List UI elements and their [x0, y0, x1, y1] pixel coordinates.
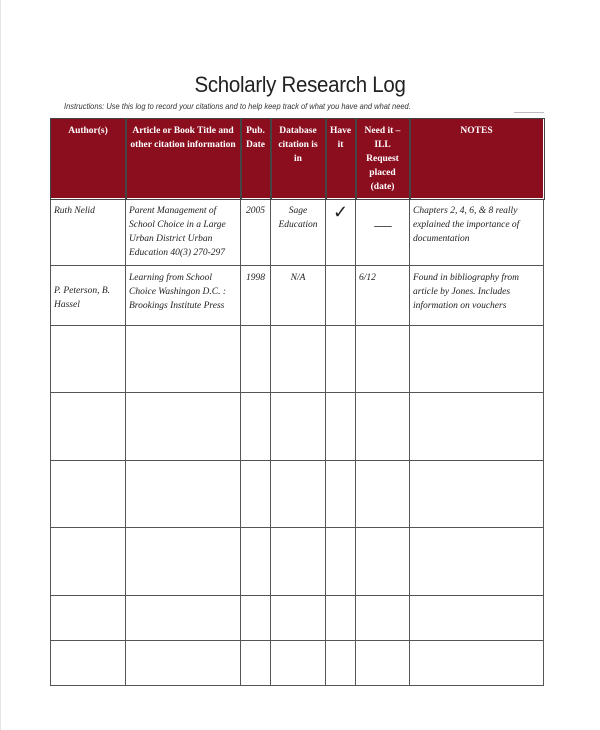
- header-notes: NOTES: [410, 119, 544, 199]
- cell-title-citation: Parent Management of School Choice in a Large Urban District Urban Education 40(3) 270-297: [126, 199, 241, 266]
- header-authors: Author(s): [51, 119, 126, 199]
- cell-pub-date: 1998: [241, 266, 271, 326]
- empty-cell: [271, 326, 326, 393]
- page-edge: [0, 0, 1, 730]
- empty-cell: [356, 393, 410, 461]
- empty-cell: [356, 596, 410, 641]
- empty-row: [51, 596, 544, 641]
- header-need-it: Need it – ILL Request placed (date): [356, 119, 410, 199]
- empty-cell: [51, 326, 126, 393]
- empty-cell: [241, 461, 271, 528]
- empty-cell: [326, 461, 356, 528]
- empty-cell: [271, 461, 326, 528]
- empty-row: [51, 528, 544, 596]
- empty-cell: [356, 641, 410, 686]
- cell-have-it: [326, 266, 356, 326]
- empty-cell: [241, 528, 271, 596]
- cell-notes: Found in bibliography from article by Jones. Includes information on vouchers: [410, 266, 544, 326]
- empty-cell: [410, 393, 544, 461]
- empty-cell: [51, 596, 126, 641]
- instructions-text: Instructions: Use this log to record your citations and to help keep track of what you have and what need.: [64, 101, 411, 111]
- empty-cell: [410, 461, 544, 528]
- cell-notes: Chapters 2, 4, 6, & 8 really explained the importance of documentation: [410, 199, 544, 266]
- empty-cell: [271, 528, 326, 596]
- cell-need-it: 6/12: [356, 266, 410, 326]
- empty-cell: [410, 641, 544, 686]
- cell-title-citation: Learning from School Choice Washingon D.C. : Brookings Institute Press: [126, 266, 241, 326]
- cell-author: P. Peterson, B. Hassel: [51, 266, 126, 326]
- cell-database: N/A: [271, 266, 326, 326]
- dash-placeholder: --------: [373, 222, 392, 232]
- empty-row: [51, 641, 544, 686]
- empty-cell: [326, 528, 356, 596]
- cell-need-it: [356, 199, 410, 266]
- empty-cell: [271, 393, 326, 461]
- empty-cell: [356, 528, 410, 596]
- empty-cell: [410, 528, 544, 596]
- empty-cell: [326, 596, 356, 641]
- empty-cell: [126, 461, 241, 528]
- empty-cell: [356, 326, 410, 393]
- empty-cell: [126, 326, 241, 393]
- empty-cell: [241, 596, 271, 641]
- empty-cell: [326, 326, 356, 393]
- empty-cell: [271, 596, 326, 641]
- empty-row: [51, 393, 544, 461]
- document-title: Scholarly Research Log: [194, 72, 406, 97]
- research-log-table: [50, 118, 544, 686]
- cell-pub-date: 2005: [241, 199, 271, 266]
- cell-author: Ruth Nelid: [51, 199, 126, 266]
- empty-cell: [241, 641, 271, 686]
- empty-row: [51, 326, 544, 393]
- empty-cell: [126, 641, 241, 686]
- empty-cell: [326, 393, 356, 461]
- empty-cell: [241, 393, 271, 461]
- empty-cell: [241, 326, 271, 393]
- empty-cell: [51, 461, 126, 528]
- header-title-citation: Article or Book Title and other citation information: [126, 119, 241, 199]
- header-database: Database citation is in: [271, 119, 326, 199]
- header-pub-date: Pub. Date: [241, 119, 271, 199]
- cell-database: Sage Education: [271, 199, 326, 266]
- header-row: [51, 119, 544, 199]
- empty-row: [51, 461, 544, 528]
- empty-cell: [326, 641, 356, 686]
- empty-cell: [410, 326, 544, 393]
- header-have-it: Have it: [326, 119, 356, 199]
- empty-cell: [126, 393, 241, 461]
- cell-have-it: [326, 199, 356, 266]
- table-row: [51, 199, 544, 266]
- empty-cell: [356, 461, 410, 528]
- checkmark-icon: ✓: [332, 202, 349, 222]
- empty-cell: [51, 641, 126, 686]
- empty-cell: [51, 393, 126, 461]
- empty-cell: [271, 641, 326, 686]
- underline-mark: [514, 112, 544, 113]
- table-row: [51, 266, 544, 326]
- empty-cell: [410, 596, 544, 641]
- empty-cell: [126, 528, 241, 596]
- empty-cell: [126, 596, 241, 641]
- empty-cell: [51, 528, 126, 596]
